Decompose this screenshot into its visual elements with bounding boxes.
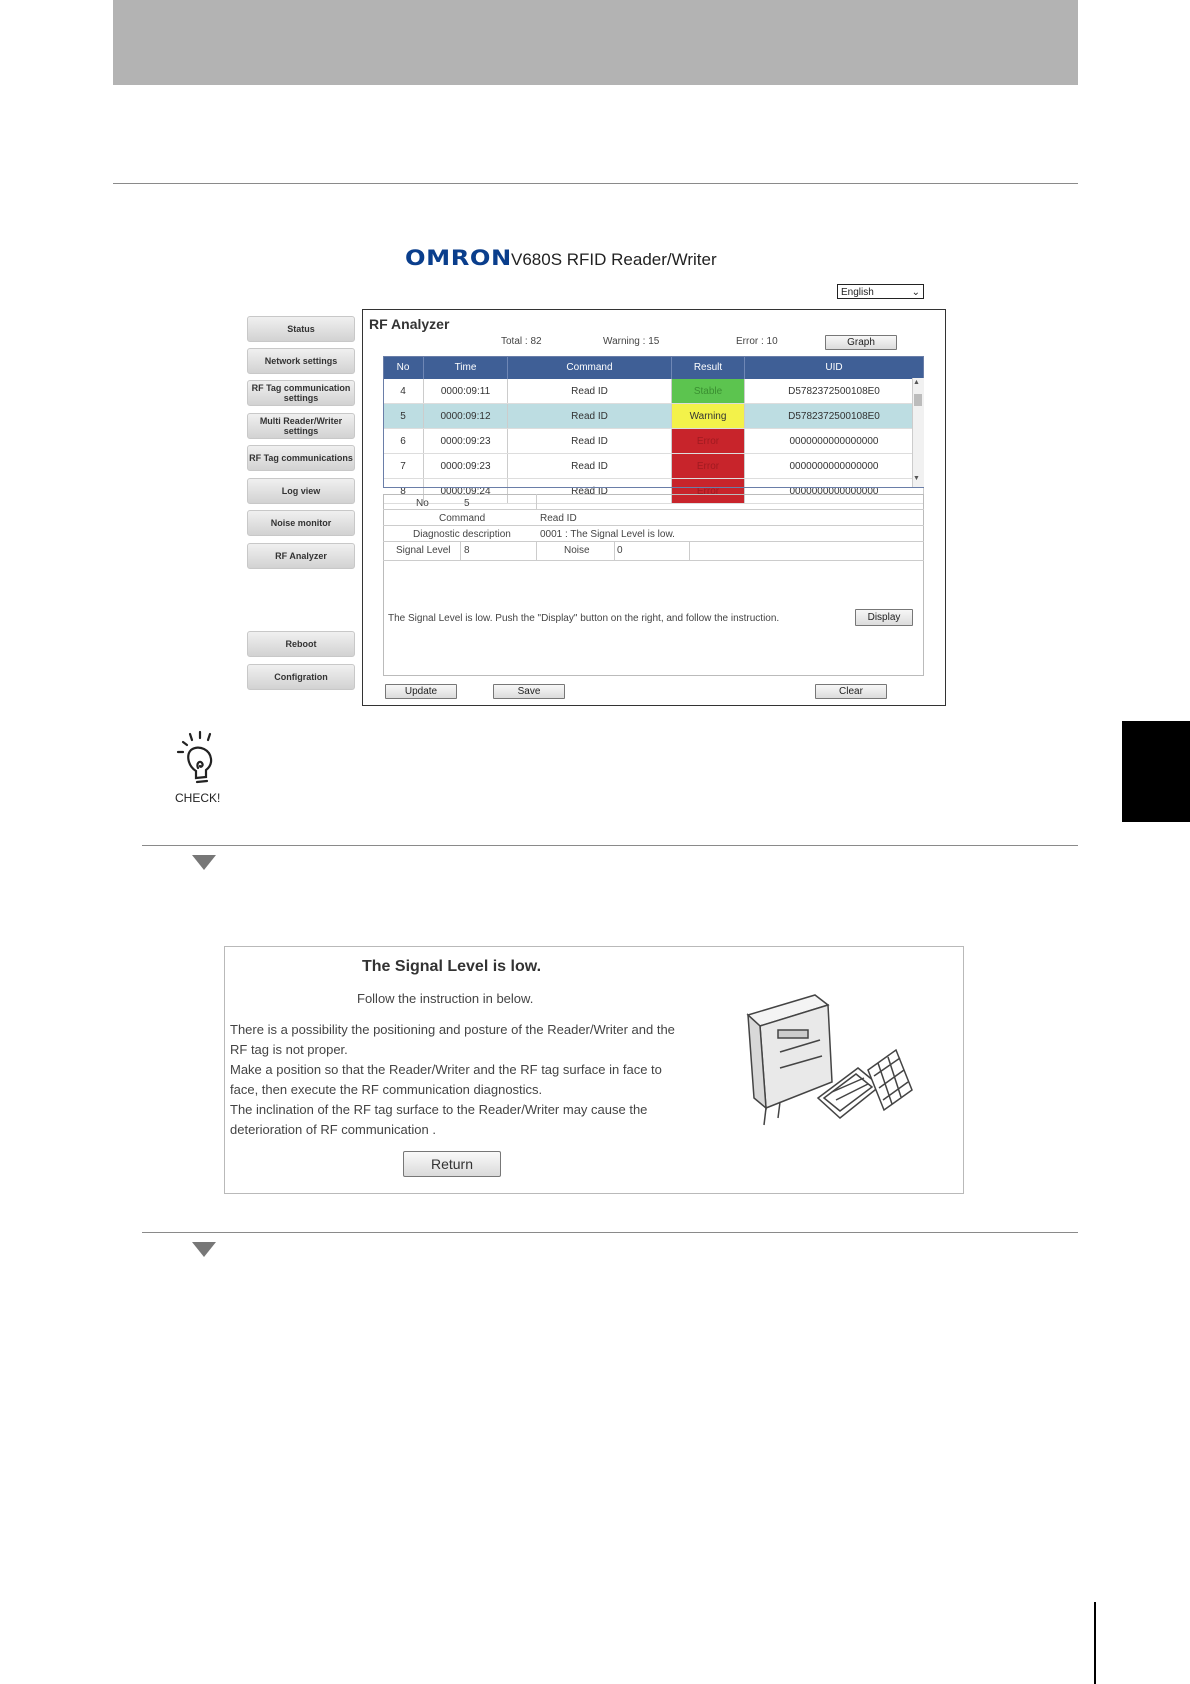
log-table: [383, 356, 924, 504]
detail-command-label: Command: [439, 513, 486, 524]
dialog-line: Make a position so that the Reader/Writer and the RF tag surface in face to face, then execute the RF communication diagnostics.: [230, 1062, 662, 1097]
return-button[interactable]: Return: [403, 1151, 501, 1177]
detail-no-value: 5: [464, 498, 470, 509]
nav-log-view-button[interactable]: Log view: [247, 478, 355, 504]
dialog-body: [230, 1020, 690, 1140]
cell-no: 7: [383, 454, 424, 479]
detail-signal-value: 8: [464, 545, 470, 556]
cell-no: 5: [383, 404, 424, 429]
column-header: Result: [672, 356, 745, 379]
divider: [689, 541, 690, 560]
header-divider: [113, 183, 1078, 184]
detail-diagnostic-value: 0001 : The Signal Level is low.: [540, 529, 675, 540]
omron-logo: OMRON: [405, 246, 512, 270]
cell-uid: D5782372500108E0: [745, 404, 924, 429]
nav-rf-analyzer-button[interactable]: RF Analyzer: [247, 543, 355, 569]
cell-uid: 0000000000000000: [745, 479, 924, 504]
nav-rf-tag-communications-button[interactable]: RF Tag communications: [247, 445, 355, 471]
reader-writer-tag-illustration: [740, 990, 915, 1135]
app-title: V680S RFID Reader/Writer: [511, 250, 717, 269]
column-header: UID: [745, 356, 924, 379]
cell-uid: D5782372500108E0: [745, 379, 924, 404]
detail-no-label: No: [416, 498, 429, 509]
dialog-line: There is a possibility the positioning and posture of the Reader/Writer and the RF tag is not proper.: [230, 1022, 675, 1057]
cell-command: Read ID: [508, 429, 672, 454]
cell-result-error: Error: [672, 429, 745, 454]
total-count: Total : 82: [501, 336, 542, 347]
cell-uid: 0000000000000000: [745, 429, 924, 454]
detail-signal-label: Signal Level: [396, 545, 451, 556]
table-row-selected[interactable]: [383, 404, 924, 429]
update-button[interactable]: Update: [385, 684, 457, 699]
language-value: English: [841, 287, 874, 298]
table-header-row: [383, 356, 924, 379]
nav-status-button[interactable]: Status: [247, 316, 355, 342]
cell-result-warning: Warning: [672, 404, 745, 429]
cell-time: 0000:09:11: [424, 379, 508, 404]
cell-time: 0000:09:23: [424, 454, 508, 479]
scroll-up-icon[interactable]: ▲: [913, 379, 920, 386]
chevron-down-icon: ⌄: [911, 287, 920, 298]
cell-no: 8: [383, 479, 424, 504]
warning-count: Warning : 15: [603, 336, 660, 347]
table-row[interactable]: [383, 429, 924, 454]
divider: [614, 541, 615, 560]
error-count: Error : 10: [736, 336, 778, 347]
dialog-title: The Signal Level is low.: [362, 958, 542, 975]
check-label: CHECK!: [175, 791, 221, 805]
nav-multi-reader-writer-settings-button[interactable]: Multi Reader/Writer settings: [247, 413, 355, 439]
section-divider: [142, 845, 1078, 846]
nav-rf-tag-comm-settings-button[interactable]: RF Tag communication settings: [247, 380, 355, 406]
table-row[interactable]: [383, 454, 924, 479]
nav-noise-monitor-button[interactable]: Noise monitor: [247, 510, 355, 536]
section-divider: [142, 1232, 1078, 1233]
dialog-line: The inclination of the RF tag surface to the Reader/Writer may cause the deterioration of RF communication .: [230, 1102, 648, 1137]
scrollbar-thumb[interactable]: [914, 394, 922, 406]
cell-time: 0000:09:12: [424, 404, 508, 429]
divider: [536, 494, 537, 509]
display-button[interactable]: Display: [855, 609, 913, 626]
save-button[interactable]: Save: [493, 684, 565, 699]
divider: [460, 541, 461, 560]
step-arrow-icon: [192, 855, 216, 870]
reboot-button[interactable]: Reboot: [247, 631, 355, 657]
cell-command: Read ID: [508, 404, 672, 429]
divider: [383, 560, 924, 561]
header-band: [113, 0, 1078, 85]
divider: [383, 541, 924, 542]
dialog-subtitle: Follow the instruction in below.: [357, 991, 534, 1006]
column-header: No: [383, 356, 424, 379]
divider: [383, 509, 924, 510]
cell-no: 4: [383, 379, 424, 404]
detail-diagnostic-label: Diagnostic description: [413, 529, 511, 540]
lightbulb-icon: [174, 730, 226, 792]
cell-command: Read ID: [508, 454, 672, 479]
side-tab-marker: [1122, 721, 1190, 822]
scroll-down-icon[interactable]: ▼: [913, 475, 920, 482]
detail-noise-label: Noise: [564, 545, 590, 556]
column-header: Time: [424, 356, 508, 379]
cell-no: 6: [383, 429, 424, 454]
footer-divider: [1094, 1602, 1096, 1684]
graph-button[interactable]: Graph: [825, 335, 897, 350]
cell-result-error: Error: [672, 479, 745, 504]
detail-message: The Signal Level is low. Push the "Display" button on the right, and follow the instruction.: [388, 613, 780, 624]
clear-button[interactable]: Clear: [815, 684, 887, 699]
cell-time: 0000:09:24: [424, 479, 508, 504]
detail-command-value: Read ID: [540, 513, 577, 524]
cell-result-error: Error: [672, 454, 745, 479]
configuration-button[interactable]: Configration: [247, 664, 355, 690]
panel-title: RF Analyzer: [369, 316, 450, 332]
column-header: Command: [508, 356, 672, 379]
cell-uid: 0000000000000000: [745, 454, 924, 479]
language-select[interactable]: [837, 284, 924, 299]
detail-noise-value: 0: [617, 545, 623, 556]
divider: [383, 525, 924, 526]
cell-time: 0000:09:23: [424, 429, 508, 454]
nav-network-settings-button[interactable]: Network settings: [247, 348, 355, 374]
cell-command: Read ID: [508, 379, 672, 404]
step-arrow-icon: [192, 1242, 216, 1257]
cell-command: Read ID: [508, 479, 672, 504]
divider: [536, 541, 537, 560]
cell-result-stable: Stable: [672, 379, 745, 404]
table-row[interactable]: [383, 379, 924, 404]
